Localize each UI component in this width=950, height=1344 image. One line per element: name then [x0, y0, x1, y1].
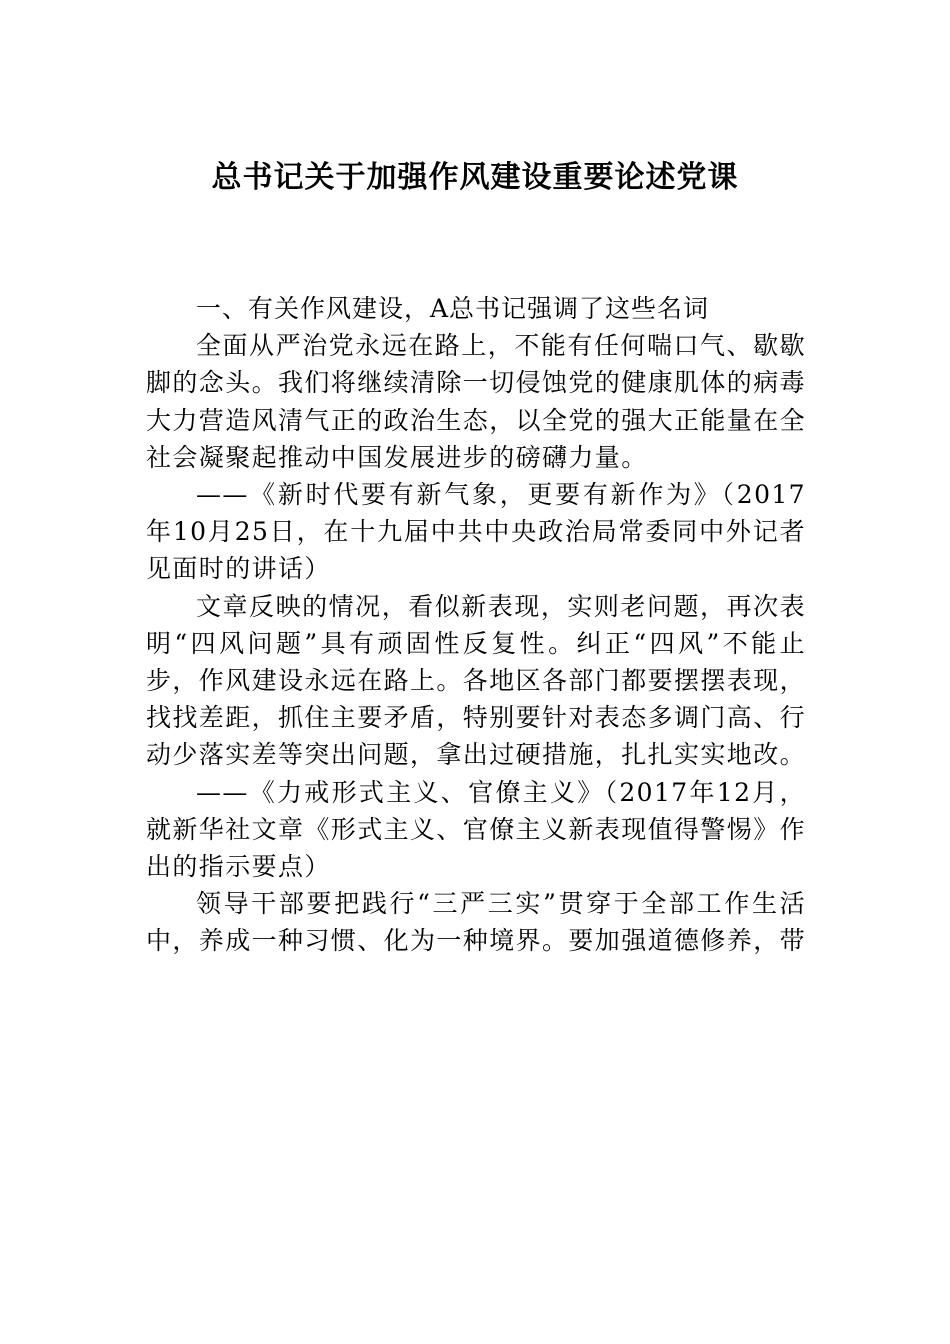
paragraph-quote-1: 全面从严治党永远在路上，不能有任何喘口气、歇歇脚的念头。我们将继续清除一切侵蚀党的健康肌体的病毒大力营造风清气正的政治生态，以全党的强大正能量在全社会凝聚起推动中国发展进步的磅礴力量。: [146, 331, 807, 472]
paragraph-source-1: ——《新时代要有新气象，更要有新作为》（2017年10月25日，在十九届中共中央政治局常委同中外记者见面时的讲话）: [146, 480, 806, 584]
paragraph-source-2: ——《力戒形式主义、官僚主义》（2017年12月，就新华社文章《形式主义、官僚主义新表现值得警惕》作出的指示要点）: [146, 777, 807, 882]
paragraph-quote-2: 文章反映的情况，看似新表现，实则老问题，再次表明“四风问题”具有顽固性反复性。纠正“四风”不能止步，作风建设永远在路上。各地区各部门都要摆摆表现，找找差距，抓住主要矛盾，特别要针对表态多调门高、行动少落实差等突出问题，拿出过硬措施，扎扎实实地改。: [146, 591, 807, 770]
paragraph-quote-3: 领导干部要把践行“三严三实”贯穿于全部工作生活中，养成一种习惯、化为一种境界。要加强道德修养，带: [146, 889, 807, 956]
document-title: 总书记关于加强作风建设重要论述党课: [211, 160, 739, 195]
document-body: [146, 290, 806, 960]
section-heading: 一、有关作风建设，A总书记强调了这些名词: [196, 294, 710, 323]
